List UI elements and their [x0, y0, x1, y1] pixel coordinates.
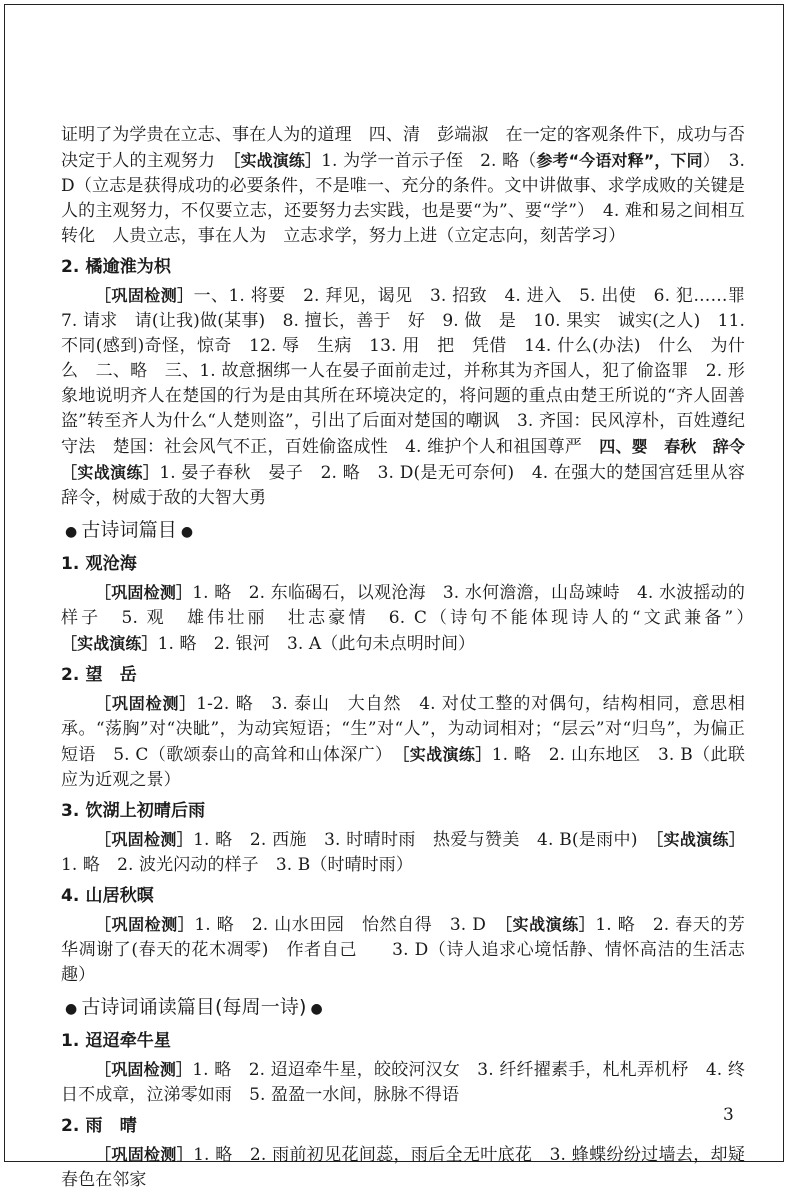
bullet-icon: ● — [65, 524, 78, 540]
yinhu-label-shizhan: ［实战演练］ — [655, 830, 745, 849]
yuqing-text-1: 1. 略 2. 雨前初见花间蕊，雨后全无叶底花 3. 蜂蝶纷纷过墙去，却疑春色在邻家 — [61, 1145, 745, 1190]
answer-content — [61, 123, 763, 1193]
intro-label-shizhan: ［实战演练］ — [232, 151, 322, 170]
guancanghai-text-2: 1. 略 2. 银河 3. A（此句未点明时间） — [157, 634, 476, 654]
yuqing-label-gonggu: ［巩固检测］ — [95, 1145, 194, 1164]
wangyue-label-gonggu: ［巩固检测］ — [95, 694, 197, 713]
guancanghai-label-shizhan: ［实战演练］ — [61, 634, 158, 653]
section-title-yinhu: 3. 饮湖上初晴后雨 — [61, 801, 206, 821]
juyu-text-1: 一、1. 将要 2. 拜见，谒见 3. 招致 4. 进入 5. 出使 6. 犯……罪 7. 请求 请(让我)做(某事) 8. 擅长，善于 好 9. 做 是 10. 果实 诚实(之人) 11. 不同(感到)奇怪，惊奇 12. 辱 生病 13. 用 把 凭借 14. 什么(办法) 什么 为什么 二、略 三、1. 故意捆绑一人在晏子面前走过，并称其为齐国人，犯了偷盗罪 2. 形象地说明齐人在楚国的行为是由其所在环境决定的，将问题的重点由楚王所说的“齐人固善盗”转至齐人为什么“人楚则盗”，引出了后面对楚国的嘲讽 3. 齐国：民风淳朴，百姓遵纪守法 楚国：社会风气不正，百姓偷盗成性 4. 维护个人和祖国尊严 — [61, 286, 763, 457]
yinhu-text-2: 1. 略 2. 波光闪动的样子 3. B（时晴时雨） — [61, 855, 413, 875]
shanju-text-2: 1. 略 2. 春天的芳华凋谢了(春天的花木凋零) 作者自己 3. D（诗人追求心境恬静、情怀高洁的生活志趣） — [61, 915, 745, 985]
section-title-shanju: 4. 山居秋暝 — [61, 886, 154, 906]
intro-paragraph — [61, 123, 745, 249]
category-gushi-title: 古诗词篇目 — [81, 519, 177, 541]
guancanghai-label-gonggu: ［巩固检测］ — [95, 583, 193, 602]
guancanghai-text-1: 1. 略 2. 东临碣石，以观沧海 3. 水何澹澹，山岛竦峙 4. 水波摇动的样子 5. 观 雄伟壮丽 壮志豪情 6. C（诗句不能体现诗人的“文武兼备”） — [61, 583, 763, 628]
section-title-yuqing: 2. 雨 晴 — [61, 1116, 137, 1136]
yinhu-label-gonggu: ［巩固检测］ — [95, 830, 194, 849]
juyu-label-si: 四、婴 春秋 辞令 — [599, 437, 762, 456]
wangyue-paragraph — [61, 691, 745, 793]
section-title-juyu: 2. 橘逾淮为枳 — [61, 257, 172, 277]
juyu-label-shizhan: ［实战演练］ — [61, 463, 160, 482]
category-songdu — [61, 994, 745, 1023]
shanju-label-gonggu: ［巩固检测］ — [95, 915, 195, 934]
category-songdu-title: 古诗词诵读篇目(每周一诗) — [81, 996, 307, 1018]
intro-text: 证明了为学贵在立志、事在人为的道理 四、清 彭端淑 在一定的客观条件下，成功与否决定于人的主观努力 — [61, 125, 745, 171]
bullet-icon: ● — [65, 1001, 78, 1017]
section-title-tiaotiao: 1. 迢迢牵牛星 — [61, 1031, 172, 1051]
guancanghai-paragraph — [61, 580, 763, 657]
tiaotiao-label-gonggu: ［巩固检测］ — [95, 1060, 193, 1079]
intro-note-bold: 参考“今语对释”，下同 — [536, 151, 703, 170]
shanju-text-1: 1. 略 2. 山水田园 怡然自得 3. D — [194, 915, 504, 935]
tiaotiao-paragraph — [61, 1057, 745, 1108]
shanju-label-shizhan: ［实战演练］ — [503, 915, 596, 934]
juyu-paragraph — [61, 283, 763, 511]
section-title-wangyue: 2. 望 岳 — [61, 665, 137, 685]
wangyue-label-shizhan: ［实战演练］ — [401, 745, 492, 764]
intro-text-2: ） 3. D（立志是获得成功的必要条件，不是唯一、充分的条件。文中讲做事、求学成败的关键是人的主观努力，不仅要立志，还要努力去实践，也是要“为”、要“学”） 4. 难和易之间相互转化 人贵立志，事在人为 立志求学，努力上进（立定志向，刻苦学习） — [61, 151, 745, 246]
shanju-paragraph — [61, 912, 745, 988]
tiaotiao-text-1: 1. 略 2. 迢迢牵牛星，皎皎河汉女 3. 纤纤擢素手，札札弄机杼 4. 终日不成章，泣涕零如雨 5. 盈盈一水间，脉脉不得语 — [61, 1060, 745, 1105]
page-frame — [4, 4, 784, 1190]
intro-text-1: 1. 为学一首示子侄 2. 略（ — [321, 151, 537, 171]
bullet-icon: ● — [180, 524, 194, 540]
wangyue-text-1: 1-2. 略 3. 泰山 大自然 4. 对仗工整的对偶句，结构相同，意思相承。“荡胸”对“决眦”，为动宾短语；“生”对“人”，为动词相对；“层云”对“归鸟”，为偏正短语 5. C（歌颂泰山的高耸和山体深广） — [61, 694, 745, 765]
juyu-text-2: 1. 晏子春秋 晏子 2. 略 3. D(是无可奈何) 4. 在强大的楚国宫廷里从容辞令，树威于敌的大智大勇 — [61, 463, 745, 508]
yinhu-paragraph — [61, 827, 745, 878]
bullet-icon: ● — [310, 1001, 323, 1017]
section-title-guancanghai: 1. 观沧海 — [61, 554, 137, 574]
wangyue-text-2: 1. 略 2. 山东地区 3. B（此联应为近观之景） — [61, 745, 745, 790]
juyu-label-gonggu: ［巩固检测］ — [95, 286, 194, 305]
page-number: 3 — [723, 1105, 734, 1125]
yinhu-text-1: 1. 略 2. 西施 3. 时晴时雨 热爱与赞美 4. B(是雨中) — [193, 830, 656, 850]
category-gushi — [61, 517, 745, 546]
